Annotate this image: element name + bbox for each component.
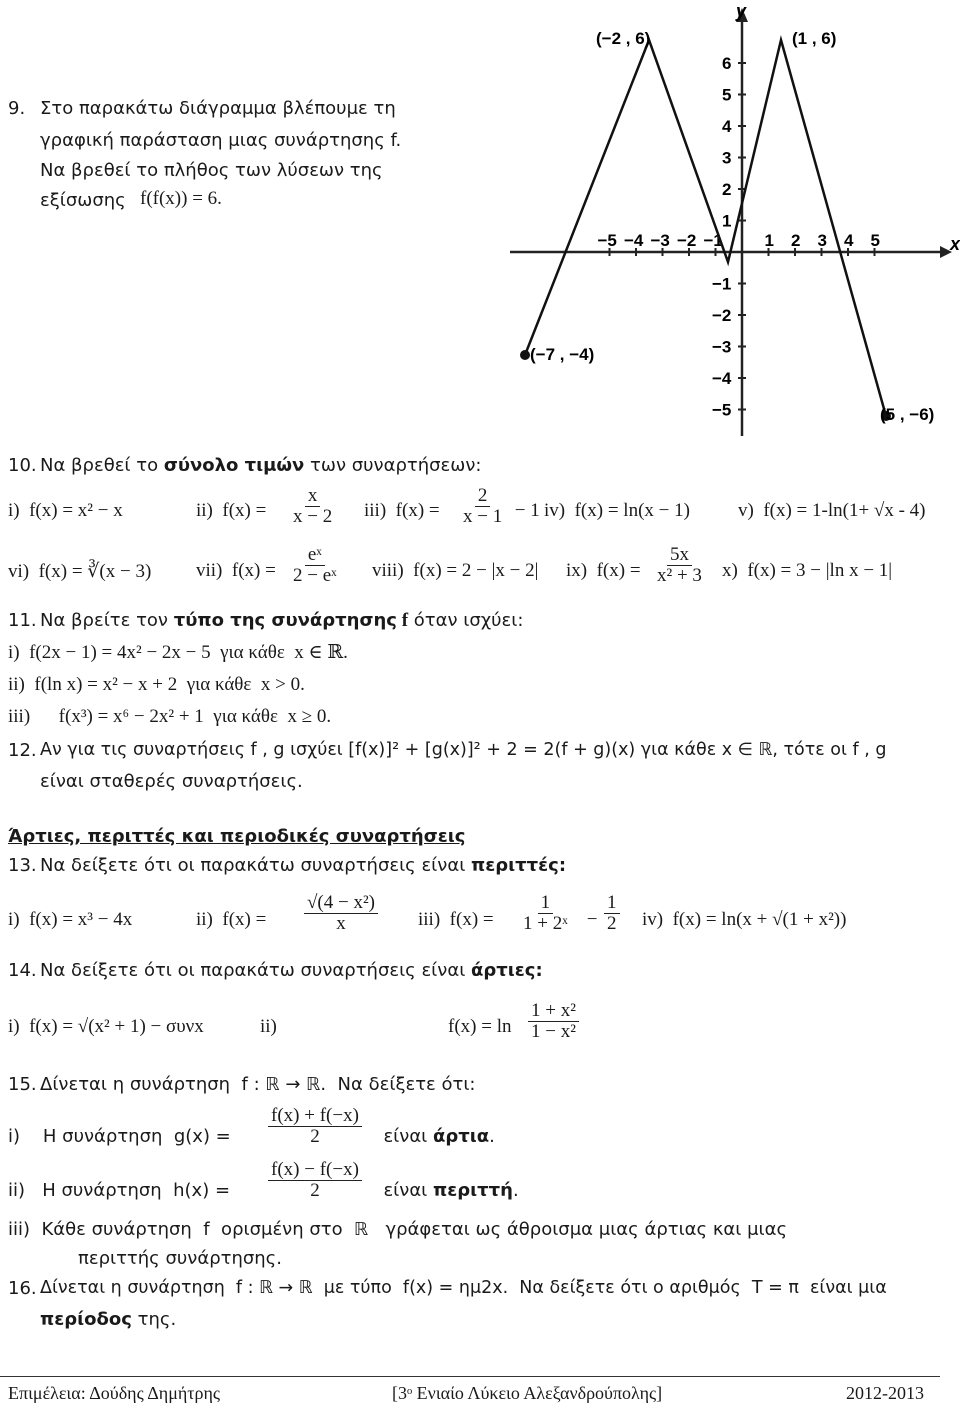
- q10-ii-den: x − 2: [293, 506, 333, 527]
- footer-rule: [0, 1376, 940, 1377]
- q15-number: 15.: [8, 1074, 37, 1095]
- q10-text-a: Να βρεθεί το: [40, 455, 164, 476]
- q10-viii: viii) f(x) = 2 − |x − 2|: [372, 560, 539, 581]
- q11-i: i) f(2x − 1) = 4x² − 2x − 5 για κάθε x ∈ ℝ.: [8, 642, 348, 663]
- point-label-a: (−2 , 6): [596, 29, 651, 48]
- x-tick-label: 3: [817, 231, 827, 250]
- q10-title: [8, 455, 482, 476]
- q15-i-num: f(x) + f(−x): [268, 1106, 362, 1127]
- q14-ii-frac: [528, 1001, 579, 1042]
- q16-number: 16.: [8, 1278, 37, 1299]
- q16-bold: περίοδος: [40, 1309, 132, 1330]
- q16-line-2-tail: της.: [131, 1309, 177, 1330]
- q13-bold: περιττές:: [471, 855, 567, 876]
- x-tick-label: −4: [624, 231, 644, 250]
- q12-number: 12.: [8, 740, 37, 761]
- q10-bold: σύνολο τιμών: [163, 455, 305, 476]
- q15-ii-tail: είναι περιττή.: [372, 1180, 519, 1201]
- q9-line-4-text: εξίσωσης: [40, 190, 126, 211]
- x-tick-label: −5: [597, 231, 617, 250]
- x-tick-label: −1: [703, 231, 723, 250]
- q15-ii-text: είναι: [372, 1180, 433, 1201]
- x-axis-label: x: [950, 234, 960, 254]
- axis-ticks: [598, 54, 880, 420]
- y-axis-label: y: [736, 1, 747, 21]
- q13-number: 13.: [8, 855, 37, 876]
- q10-ii-num: x: [305, 486, 321, 507]
- y-tick-label: −1: [712, 274, 732, 294]
- q11-bold: τύπο της συνάρτησης: [173, 610, 397, 631]
- q10-ix-den: x² + 3: [657, 565, 702, 586]
- q10-iii-num: 2: [475, 486, 491, 507]
- q10-i: i) f(x) = x² − x: [8, 500, 123, 521]
- q13-ii-num: √(4 − x²): [304, 893, 378, 914]
- y-tick-label: −3: [712, 337, 732, 357]
- q10-iv: iv) f(x) = ln(x − 1): [544, 500, 690, 521]
- q15-ii-label: ii) Η συνάρτηση h(x) =: [8, 1180, 231, 1201]
- q15-text: Δίνεται η συνάρτηση f : ℝ → ℝ. Να δείξετε ότι:: [40, 1074, 476, 1095]
- x-tick-label: 5: [870, 231, 880, 250]
- q14-ii-den: 1 − x²: [531, 1021, 576, 1042]
- q15-iii-line-1: iii) Κάθε συνάρτηση f ορισμένη στο ℝ γράφεται ως άθροισμα μιας άρτιας και μιας: [8, 1219, 788, 1240]
- q15-i-text: είναι: [372, 1126, 433, 1147]
- q12-line-1: Αν για τις συναρτήσεις f , g ισχύει [f(x)]² + [g(x)]² + 2 = 2(f + g)(x) για κάθε x ∈ ℝ, τότε οι f , g: [40, 740, 887, 760]
- q15-i-tail: είναι άρτια.: [372, 1126, 495, 1147]
- y-tick-label: 1: [722, 211, 732, 231]
- q13-title: [8, 855, 567, 876]
- q11-number: 11.: [8, 610, 37, 631]
- q10-ix-num: 5x: [667, 545, 692, 566]
- footer-right: 2012-2013: [846, 1383, 924, 1403]
- y-tick-label: −2: [712, 306, 732, 325]
- q14-bold: άρτιες:: [471, 960, 543, 981]
- q14-title: [8, 960, 543, 981]
- q15-ii-num: f(x) − f(−x): [268, 1160, 362, 1181]
- q13-ii-frac: [304, 893, 378, 934]
- y-tick-label: 4: [722, 117, 732, 136]
- q10-text-b: των συναρτήσεων:: [304, 455, 482, 476]
- point-label-b: (1 , 6): [792, 29, 837, 48]
- q10-vii-frac: [290, 545, 340, 586]
- q13-text-a: Να δείξετε ότι οι παρακάτω συναρτήσεις είναι: [40, 855, 472, 876]
- x-tick-label: 2: [791, 231, 801, 250]
- q10-ii-frac: [290, 486, 335, 527]
- y-tick-label: 2: [722, 180, 732, 199]
- endpoint-left: [520, 350, 530, 360]
- q11-text-a: Να βρείτε τον: [40, 610, 174, 631]
- q13-ii-label: ii) f(x) =: [196, 909, 267, 930]
- q10-ii-label: ii) f(x) =: [196, 500, 267, 521]
- q10-iii-tail: − 1: [510, 500, 540, 521]
- q10-ix-label: ix) f(x) =: [566, 560, 641, 581]
- q15-ii-den: 2: [310, 1180, 320, 1201]
- function-graph: [500, 0, 960, 440]
- q10-vii-den: 2 − eˣ: [293, 565, 337, 586]
- q9-line-2: γραφική παράσταση μιας συνάρτησης f.: [40, 130, 402, 151]
- q9-line-1: Στο παρακάτω διάγραμμα βλέπουμε τη: [40, 98, 396, 119]
- q16-line-2: [40, 1309, 176, 1330]
- q16-line-1: Δίνεται η συνάρτηση f : ℝ → ℝ με τύπο f(x) = ημ2x. Να δείξετε ότι ο αριθμός T = π είναι μια: [40, 1278, 887, 1298]
- x-tick-label: −3: [650, 231, 670, 250]
- q9-equation: f(f(x)) = 6.: [140, 188, 222, 209]
- q14-ii-num: 1 + x²: [528, 1001, 579, 1022]
- q10-vii-label: vii) f(x) =: [196, 560, 276, 581]
- q13-iii-label: iii) f(x) =: [418, 909, 494, 930]
- q10-vi: vi) f(x) = ∛(x − 3): [8, 561, 152, 582]
- q15-ii-bold: περιττή: [433, 1180, 513, 1201]
- q13-i: i) f(x) = x³ − 4x: [8, 909, 133, 930]
- q13-iv: iv) f(x) = ln(x + √(1 + x²)): [642, 909, 847, 930]
- section-heading: Άρτιες, περιττές και περιοδικές συναρτήσεις: [8, 826, 466, 847]
- point-label-d: (5 , −6): [880, 405, 935, 424]
- q15-ii-frac: [268, 1160, 362, 1201]
- q10-iii-frac: [460, 486, 505, 527]
- q14-ii-label: ii): [260, 1016, 277, 1037]
- q10-vii-num: eˣ: [305, 545, 325, 566]
- q11-ii: ii) f(ln x) = x² − x + 2 για κάθε x > 0.: [8, 674, 305, 695]
- q14-ii-f: f(x) = ln: [448, 1016, 512, 1037]
- q13-iii-num-2: 1: [604, 893, 620, 914]
- q13-iii-frac-1: [520, 893, 571, 934]
- q14-text-a: Να δείξετε ότι οι παρακάτω συναρτήσεις είναι: [40, 960, 472, 981]
- y-tick-label: −5: [712, 400, 732, 420]
- x-tick-label: 1: [764, 231, 774, 250]
- q15-i-label: i) Η συνάρτηση g(x) =: [8, 1126, 231, 1147]
- q9-line-3: Να βρεθεί το πλήθος των λύσεων της: [40, 160, 383, 181]
- x-tick-label: −2: [677, 231, 697, 250]
- q11-iii: iii) f(x³) = x⁶ − 2x² + 1 για κάθε x ≥ 0.: [8, 706, 332, 727]
- q15-i-frac: [268, 1106, 362, 1147]
- y-tick-label: −4: [712, 369, 732, 388]
- q13-iii-minus: −: [582, 909, 598, 930]
- q15-iii-line-2: περιττής συνάρτησης.: [78, 1248, 282, 1269]
- q13-iii-frac-2: [604, 893, 620, 934]
- q11-title: [8, 610, 524, 631]
- q13-iii-den-2: 2: [607, 913, 617, 934]
- y-tick-label: 3: [722, 148, 732, 168]
- q10-x: x) f(x) = 3 − |ln x − 1|: [722, 560, 893, 581]
- footer-left: Επιμέλεια: Δούδης Δημήτρης: [8, 1383, 221, 1403]
- footer-center: [3ᵒ Ενιαίο Λύκειο Αλεξανδρούπολης]: [392, 1383, 663, 1403]
- q13-iii-den: 1 + 2ˣ: [523, 913, 568, 934]
- q10-v: v) f(x) = 1-ln(1+ √x - 4): [738, 500, 926, 521]
- q12-line-2: είναι σταθερές συναρτήσεις.: [40, 771, 303, 792]
- q15-i-den: 2: [310, 1126, 320, 1147]
- q14-i: i) f(x) = √(x² + 1) − συνx: [8, 1016, 204, 1037]
- y-tick-label: 6: [722, 54, 732, 73]
- q10-number: 10.: [8, 455, 37, 476]
- q11-text-b: όταν ισχύει:: [408, 610, 524, 631]
- q11-bold-f: f: [396, 610, 409, 631]
- q13-ii-den: x: [336, 913, 346, 934]
- x-tick-label: 4: [844, 231, 854, 250]
- q14-number: 14.: [8, 960, 37, 981]
- q10-iii-den: x − 1: [463, 506, 503, 527]
- point-label-c: (−7 , −4): [530, 345, 595, 364]
- q10-ix-frac: [654, 545, 705, 586]
- q10-iii-label: iii) f(x) =: [364, 500, 440, 521]
- q13-iii-num: 1: [538, 893, 554, 914]
- y-tick-label: 5: [722, 85, 732, 105]
- q9-number: 9.: [8, 98, 26, 119]
- q15-i-bold: άρτια: [433, 1126, 490, 1147]
